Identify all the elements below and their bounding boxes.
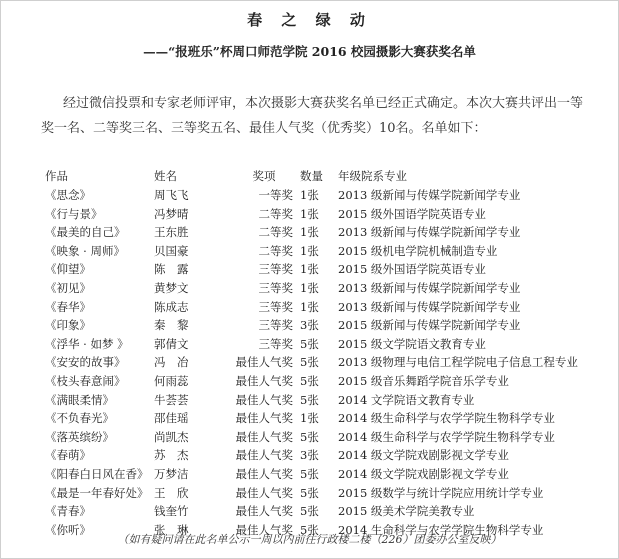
cell-major: 2013 级新闻与传媒学院新闻学专业 [338, 299, 521, 314]
cell-name: 邵佳瑶 [154, 411, 189, 426]
cell-name: 张 琳 [154, 522, 189, 537]
page-title: 春 之 绿 动 [247, 11, 372, 29]
header-major: 年级院系专业 [338, 169, 407, 183]
cell-name: 秦 黎 [154, 318, 189, 333]
cell-name: 钱奎竹 [154, 504, 189, 519]
cell-major: 2015 级外国语学院英语专业 [338, 262, 486, 277]
cell-award: 二等奖 [258, 206, 293, 221]
cell-award: 最佳人气奖 [235, 355, 293, 370]
cell-qty: 1张 [300, 206, 319, 221]
cell-award: 最佳人气奖 [235, 467, 293, 481]
cell-major: 2014 文学院语文教育专业 [338, 392, 475, 407]
cell-name: 陈 露 [154, 262, 189, 277]
cell-qty: 5张 [300, 374, 319, 388]
cell-award: 三等奖 [258, 281, 293, 295]
cell-major: 2015 级数学与统计学院应用统计学专业 [338, 485, 544, 500]
cell-award: 最佳人气奖 [235, 522, 293, 537]
cell-qty: 5张 [300, 522, 319, 537]
cell-award: 最佳人气奖 [235, 392, 293, 407]
cell-major: 2015 级美术学院美教专业 [338, 504, 475, 519]
cell-name: 苏 杰 [154, 448, 189, 463]
cell-qty: 5张 [300, 392, 319, 407]
cell-qty: 1张 [300, 281, 319, 295]
cell-major: 2015 级机电学院机械制造专业 [338, 243, 498, 258]
cell-qty: 1张 [300, 262, 319, 277]
cell-work: 《满眼柔情》 [45, 392, 114, 407]
header-award: 奖项 [252, 169, 276, 183]
cell-qty: 5张 [300, 485, 319, 500]
cell-qty: 5张 [300, 429, 319, 444]
cell-qty: 1张 [300, 243, 319, 258]
cell-work: 《最美的自己》 [45, 225, 126, 240]
cell-award: 最佳人气奖 [235, 374, 293, 388]
cell-work: 《映象 · 周师》 [45, 243, 125, 258]
cell-award: 一等奖 [258, 188, 293, 202]
cell-name: 牛荟荟 [154, 392, 189, 407]
cell-name: 冯 冶 [154, 355, 189, 370]
cell-award: 三等奖 [258, 336, 293, 351]
cell-qty: 3张 [300, 318, 319, 333]
cell-name: 陈成志 [154, 299, 189, 314]
cell-name: 贝国豪 [154, 243, 189, 258]
footer-note: （如有疑问请在此名单公示一周以内前往行政楼二楼（226）团委办公室反映） [117, 533, 502, 546]
cell-qty: 5张 [300, 504, 319, 519]
page-subtitle: ——“报班乐”杯周口师范学院 2016 校园摄影大赛获奖名单 [143, 44, 476, 59]
cell-award: 最佳人气奖 [235, 411, 293, 426]
cell-major: 2015 级新闻与传媒学院新闻学专业 [338, 318, 521, 333]
cell-work: 《不负春光》 [45, 411, 114, 426]
cell-name: 何雨蕊 [154, 374, 189, 388]
cell-major: 2013 级新闻与传媒学院新闻学专业 [338, 225, 521, 240]
cell-name: 王 欣 [154, 485, 189, 500]
cell-award: 三等奖 [258, 299, 293, 314]
cell-work: 《落英缤纷》 [45, 429, 114, 444]
cell-major: 2014 级生命科学与农学学院生物科学专业 [338, 411, 555, 426]
cell-major: 2013 级物理与电信工程学院电子信息工程专业 [338, 355, 578, 370]
cell-award: 最佳人气奖 [235, 504, 293, 519]
cell-work: 《浮华 · 如梦 》 [45, 336, 129, 351]
cell-name: 尚凯杰 [154, 429, 189, 444]
cell-major: 2013 级新闻与传媒学院新闻学专业 [338, 188, 521, 202]
cell-qty: 3张 [300, 448, 319, 463]
cell-award: 三等奖 [258, 318, 293, 333]
cell-major: 2014 生命科学与农学学院生物科学专业 [338, 522, 544, 537]
cell-major: 2014 级文学院戏剧影视文学专业 [338, 448, 509, 463]
cell-work: 《仰望》 [45, 262, 91, 277]
cell-award: 最佳人气奖 [235, 429, 293, 444]
cell-award: 二等奖 [258, 225, 293, 240]
cell-name: 冯梦晴 [154, 206, 189, 221]
cell-work: 《枝头春意闹》 [45, 374, 126, 388]
cell-work: 《青春》 [45, 504, 91, 519]
cell-name: 黄梦文 [154, 281, 189, 295]
cell-work: 《印象》 [45, 318, 91, 333]
cell-work: 《你听》 [45, 522, 91, 537]
cell-major: 2014 级文学院戏剧影视文学专业 [338, 467, 509, 481]
cell-work: 《行与景》 [45, 206, 103, 221]
cell-qty: 5张 [300, 355, 319, 370]
cell-major: 2015 级外国语学院英语专业 [338, 206, 486, 221]
cell-qty: 1张 [300, 411, 319, 426]
cell-name: 万梦洁 [154, 467, 189, 481]
cell-qty: 5张 [300, 467, 319, 481]
cell-award: 三等奖 [258, 262, 293, 277]
cell-name: 郭倩文 [154, 336, 189, 351]
cell-major: 2013 级新闻与传媒学院新闻学专业 [338, 281, 521, 295]
cell-qty: 1张 [300, 225, 319, 240]
cell-qty: 1张 [300, 188, 319, 202]
cell-work: 《思念》 [45, 188, 91, 202]
cell-work: 《最是一年春好处》 [45, 485, 149, 500]
cell-name: 王东胜 [154, 225, 189, 240]
cell-work: 《春华》 [45, 299, 91, 314]
header-qty: 数量 [300, 169, 323, 183]
cell-work: 《初见》 [45, 281, 91, 295]
cell-major: 2015 级文学院语文教育专业 [338, 336, 486, 351]
cell-award: 二等奖 [258, 243, 293, 258]
intro-paragraph: 经过微信投票和专家老师评审，本次摄影大赛获奖名单已经正式确定。本次大赛共评出一等奖一名、二等奖三名、三等奖五名、最佳人气奖（优秀奖）10名。名单如下： [41, 96, 584, 136]
cell-award: 最佳人气奖 [235, 485, 293, 500]
cell-qty: 1张 [300, 299, 319, 314]
cell-award: 最佳人气奖 [235, 448, 293, 463]
cell-name: 周飞飞 [154, 188, 189, 202]
header-name: 姓名 [154, 169, 177, 183]
cell-major: 2015 级音乐舞蹈学院音乐学专业 [338, 374, 509, 388]
header-work: 作品 [45, 169, 68, 183]
cell-qty: 5张 [300, 336, 319, 351]
cell-work: 《阳春白日风在香》 [45, 467, 149, 481]
cell-work: 《安安的故事》 [45, 355, 126, 370]
cell-major: 2014 级生命科学与农学学院生物科学专业 [338, 429, 555, 444]
cell-work: 《春萌》 [45, 448, 91, 463]
